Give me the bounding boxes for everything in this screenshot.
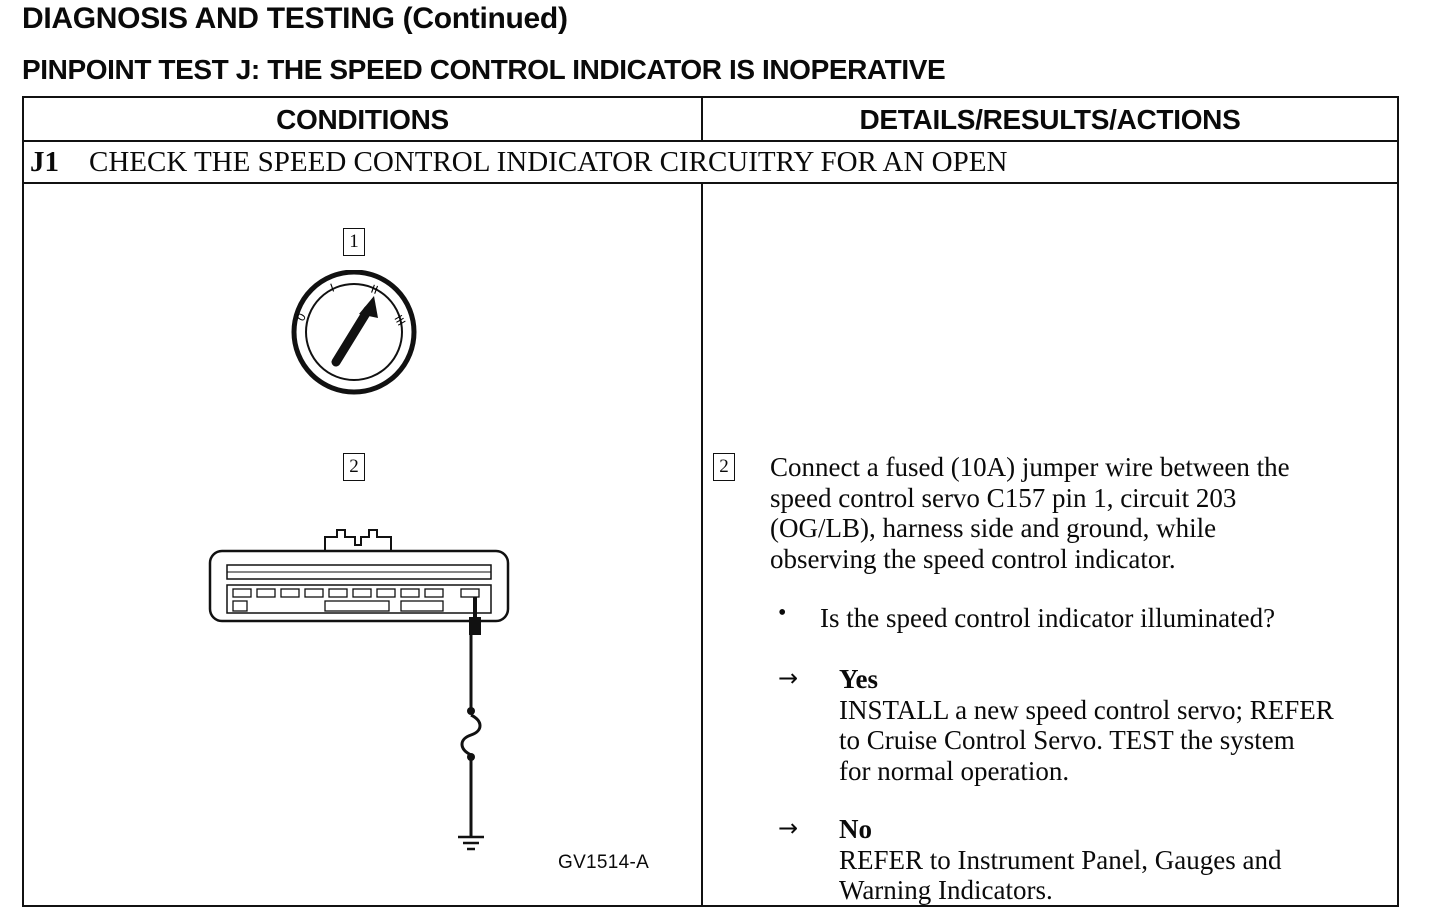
ignition-position-2: II [368,281,381,298]
fused-jumper-icon [455,635,495,825]
yes-action-line: INSTALL a new speed control servo; REFER [839,694,1334,725]
instruction-line: Connect a fused (10A) jumper wire between the [770,452,1290,482]
no-action-line: REFER to Instrument Panel, Gauges and [839,844,1282,875]
header-divider [24,140,1397,142]
step-divider [24,182,1397,184]
ignition-position-3: III [391,312,409,329]
yes-label: Yes [839,664,878,694]
step-id: J1 [30,146,59,178]
yes-answer [839,664,1334,786]
pinpoint-test-heading: PINPOINT TEST J: THE SPEED CONTROL INDICATOR IS INOPERATIVE [22,54,946,85]
ground-symbol-icon [456,825,488,855]
step-title: CHECK THE SPEED CONTROL INDICATOR CIRCUITRY FOR AN OPEN [89,146,1008,178]
yes-action-line: for normal operation. [839,755,1070,786]
instruction-line: observing the speed control indicator. [770,543,1176,574]
callout-2: 2 [343,453,365,481]
instruction-line: speed control servo C157 pin 1, circuit 203 [770,482,1237,513]
ignition-position-1: I [328,280,337,295]
details-callout-2: 2 [713,453,735,481]
instruction-text [770,452,1390,574]
body-column-divider [701,182,703,905]
no-answer [839,814,1281,906]
instruction-line: (OG/LB), harness side and ground, while [770,513,1217,543]
yes-action-line: to Cruise Control Servo. TEST the system [839,725,1295,755]
ignition-position-0: 0 [293,310,309,324]
no-label: No [839,814,872,844]
connector-icon [205,525,515,635]
callout-1: 1 [343,228,365,256]
page-heading: DIAGNOSIS AND TESTING (Continued) [22,2,568,35]
yes-arrow-icon: → [778,664,799,692]
step-row [30,146,1007,179]
details-column-header: DETAILS/RESULTS/ACTIONS [859,104,1241,135]
figure-code: GV1514-A [558,852,650,873]
question-text: Is the speed control indicator illuminated? [820,603,1276,633]
bullet-icon: • [778,600,787,626]
no-action-line: Warning Indicators. [839,875,1053,905]
no-arrow-icon: → [778,814,799,842]
conditions-column-header: CONDITIONS [276,104,449,135]
ignition-switch-icon [290,270,420,400]
